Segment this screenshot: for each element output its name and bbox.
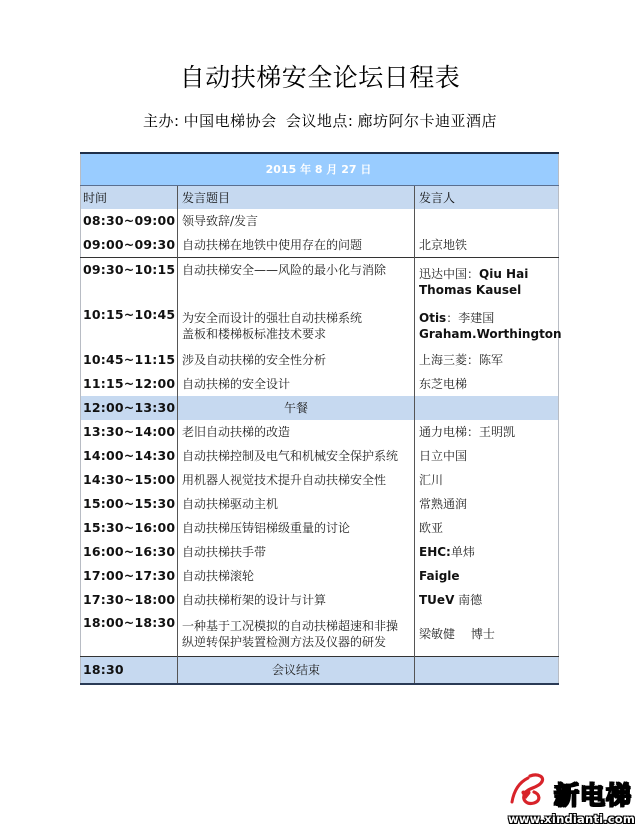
closing-row xyxy=(81,657,559,685)
speaker-cell xyxy=(415,209,559,233)
time-cell: 09:00~09:30 xyxy=(83,237,176,252)
speaker-name-2: Thomas Kausel xyxy=(419,282,522,297)
header-row xyxy=(81,186,559,210)
speaker-cell: 汇川 xyxy=(415,468,559,492)
table-row xyxy=(81,348,559,372)
speaker-name: 南德 xyxy=(454,593,483,607)
venue-label: 会议地点: xyxy=(285,112,354,130)
date-row xyxy=(81,153,559,186)
organizer-label: 主办: xyxy=(143,112,180,130)
table-row xyxy=(81,564,559,588)
time-cell: 18:00~18:30 xyxy=(83,615,176,630)
table-row xyxy=(81,209,559,233)
speaker-cell xyxy=(415,258,559,304)
lunch-row xyxy=(81,396,559,420)
topic-cell: 领导致辞/发言 xyxy=(178,209,415,233)
page-title: 自动扶梯安全论坛日程表 xyxy=(179,63,461,92)
topic-cell: 自动扶梯控制及电气和机械安全保护系统 xyxy=(178,444,415,468)
table-row xyxy=(81,303,559,348)
speaker-cell: 北京地铁 xyxy=(415,233,559,258)
speaker-cell: 上海三菱：陈军 xyxy=(415,348,559,372)
schedule-table xyxy=(80,152,562,685)
speaker-cell xyxy=(415,564,559,588)
topic-cell xyxy=(178,303,415,348)
topic-cell: 老旧自动扶梯的改造 xyxy=(178,420,415,444)
header-topic: 发言题目 xyxy=(178,186,415,210)
header-speaker: 发言人 xyxy=(415,186,559,210)
topic-cell: 自动扶梯驱动主机 xyxy=(178,492,415,516)
table-row xyxy=(81,588,559,612)
table-row xyxy=(81,420,559,444)
time-cell: 15:30~16:00 xyxy=(83,520,176,535)
time-cell: 08:30~09:00 xyxy=(83,213,176,228)
table-row xyxy=(81,372,559,396)
time-cell: 13:30~14:00 xyxy=(83,424,176,439)
speaker-cell xyxy=(415,396,559,420)
topic-cell: 自动扶梯扶手带 xyxy=(178,540,415,564)
speaker-cell: 梁敏健 博士 xyxy=(415,612,559,657)
speaker-name: ：李建国 xyxy=(446,310,495,325)
time-cell: 16:00~16:30 xyxy=(83,544,176,559)
topic-cell xyxy=(178,612,415,657)
venue: 廊坊阿尔卡迪亚酒店 xyxy=(357,112,497,130)
topic-line-1: 为安全而设计的强壮自动扶梯系统 xyxy=(182,310,363,325)
time-cell: 10:45~11:15 xyxy=(83,352,176,367)
time-cell: 14:00~14:30 xyxy=(83,448,176,463)
date-cell: 2015 年 8 月 27 日 xyxy=(81,153,559,186)
topic-line-1: 一种基于工况模拟的自动扶梯超速和非操 xyxy=(182,619,399,633)
table-row xyxy=(81,540,559,564)
speaker-cell: 常熟通润 xyxy=(415,492,559,516)
speaker-company: 迅达中国： xyxy=(419,266,480,281)
speaker-company: Otis xyxy=(419,310,447,325)
speaker-cell xyxy=(415,657,559,685)
speaker-cell xyxy=(415,540,559,564)
topic-cell: 自动扶梯压铸铝梯级重量的讨论 xyxy=(178,516,415,540)
table-row xyxy=(81,444,559,468)
time-cell: 15:00~15:30 xyxy=(83,496,176,511)
time-cell: 14:30~15:00 xyxy=(83,472,176,487)
table-row xyxy=(81,468,559,492)
topic-cell: 自动扶梯的安全设计 xyxy=(178,372,415,396)
time-cell: 09:30~10:15 xyxy=(81,258,178,304)
brand-url: www.xindianti.com xyxy=(508,812,636,826)
brand-name: 新电梯 xyxy=(554,781,633,810)
topic-cell: 会议结束 xyxy=(178,657,415,685)
topic-line-2: 纵逆转保护装置检测方法及仪器的研发 xyxy=(182,635,387,649)
speaker-company: Faigle xyxy=(419,569,460,583)
organizer: 中国电梯协会 xyxy=(183,112,277,130)
topic-cell: 午餐 xyxy=(178,396,415,420)
table-row xyxy=(81,233,559,258)
table-row xyxy=(81,516,559,540)
topic-cell: 自动扶梯滚轮 xyxy=(178,564,415,588)
topic-cell: 自动扶梯在地铁中使用存在的问题 xyxy=(178,233,415,258)
speaker-cell: 日立中国 xyxy=(415,444,559,468)
topic-line-2: 盖板和楼梯板标准技术要求 xyxy=(182,326,327,341)
speaker-company: TUeV xyxy=(419,593,455,607)
watermark xyxy=(508,772,640,827)
speaker-company: EHC: xyxy=(419,545,451,559)
topic-cell: 自动扶梯桁架的设计与计算 xyxy=(178,588,415,612)
time-cell: 10:15~10:45 xyxy=(83,307,176,322)
time-cell: 18:30 xyxy=(81,657,178,685)
time-cell: 11:15~12:00 xyxy=(83,376,176,391)
time-cell: 17:30~18:00 xyxy=(83,592,176,607)
table-row xyxy=(81,612,559,657)
brand-logo-icon xyxy=(508,772,548,810)
table-row xyxy=(81,492,559,516)
speaker-name-2: Graham.Worthington xyxy=(419,326,562,341)
speaker-name: 单炜 xyxy=(450,545,475,559)
header-time: 时间 xyxy=(81,186,178,210)
speaker-cell: 东芝电梯 xyxy=(415,372,559,396)
topic-cell: 用机器人视觉技术提升自动扶梯安全性 xyxy=(178,468,415,492)
speaker-cell: 通力电梯：王明凯 xyxy=(415,420,559,444)
speaker-name: Qiu Hai xyxy=(479,266,529,281)
time-cell: 12:00~13:30 xyxy=(81,396,178,420)
topic-cell: 自动扶梯安全——风险的最小化与消除 xyxy=(178,258,415,304)
speaker-cell xyxy=(415,588,559,612)
table-row xyxy=(81,258,559,304)
speaker-cell xyxy=(415,303,562,348)
time-cell: 17:00~17:30 xyxy=(83,568,176,583)
subtitle xyxy=(0,110,640,131)
topic-cell: 涉及自动扶梯的安全性分析 xyxy=(178,348,415,372)
speaker-cell: 欧亚 xyxy=(415,516,559,540)
